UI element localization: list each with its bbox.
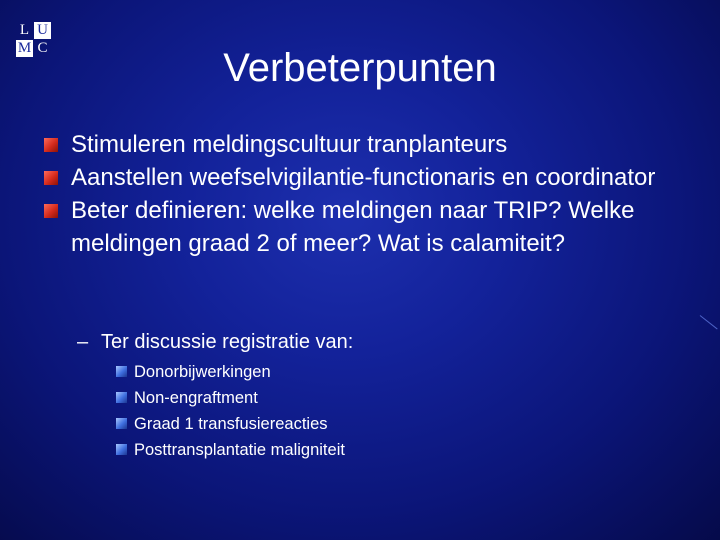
bullet-text: Beter definieren: welke meldingen naar TRIP? Welke meldingen graad 2 of meer? Wat is calamiteit? — [71, 197, 635, 257]
slide-title: Verbeterpunten — [223, 46, 497, 90]
registration-list — [116, 359, 616, 463]
registration-item-text: Graad 1 transfusiereacties — [134, 415, 328, 433]
registration-item — [116, 411, 616, 437]
registration-item — [116, 385, 616, 411]
bullet-text: Stimuleren meldingscultuur tranplanteurs — [71, 131, 508, 158]
red-square-bullet-icon — [44, 171, 58, 185]
dash-bullet: – — [77, 331, 89, 353]
registration-item — [116, 359, 616, 385]
red-square-bullet-icon — [44, 138, 58, 152]
logo-letter-m: M — [17, 40, 32, 56]
sub-bullet-text: Ter discussie registratie van: — [101, 331, 354, 353]
blue-square-bullet-icon — [116, 418, 127, 429]
red-square-bullet-icon — [44, 204, 58, 218]
registration-item-text: Donorbijwerkingen — [134, 363, 271, 381]
logo-letter-u: U — [34, 22, 51, 39]
bullet-item — [44, 128, 694, 161]
logo-letter-l: L — [19, 22, 30, 38]
decorative-line — [700, 315, 718, 329]
registration-item-text: Non-engraftment — [134, 389, 258, 407]
logo-letter-c: C — [37, 40, 48, 56]
blue-square-bullet-icon — [116, 366, 127, 377]
sub-bullet-list — [77, 327, 677, 357]
registration-item — [116, 437, 616, 463]
blue-square-bullet-icon — [116, 392, 127, 403]
bullet-item — [44, 194, 694, 260]
bullet-item — [44, 161, 694, 194]
bullet-text: Aanstellen weefselvigilantie-functionaris en coordinator — [71, 164, 656, 191]
bullet-list — [44, 128, 694, 260]
blue-square-bullet-icon — [116, 444, 127, 455]
sub-bullet-item — [77, 327, 677, 357]
registration-item-text: Posttransplantatie maligniteit — [134, 441, 345, 459]
